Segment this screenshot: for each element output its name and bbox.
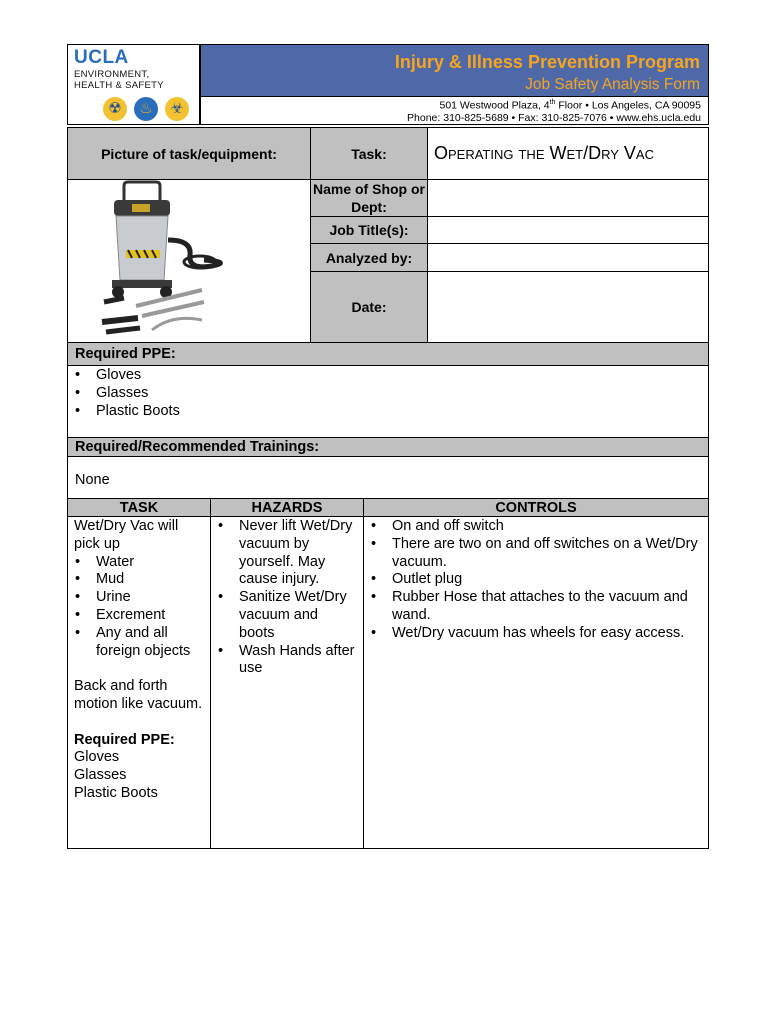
picture-label: Picture of task/equipment: (67, 127, 311, 180)
task-item: • Mud (74, 571, 204, 589)
hazard-item: • Wash Hands after use (217, 643, 357, 679)
job-title-label: Job Title(s): (310, 216, 428, 244)
shop-dept-field[interactable] (427, 179, 709, 217)
ehs-logo-text: ENVIRONMENT, HEALTH & SAFETY (74, 69, 164, 91)
task-ppe-item: Plastic Boots (74, 784, 158, 801)
ppe-item: • Plastic Boots (74, 403, 702, 421)
date-field[interactable] (427, 271, 709, 343)
hazard-item: • Sanitize Wet/Dry vacuum and boots (217, 589, 357, 642)
date-label: Date: (310, 271, 428, 343)
ppe-list (67, 365, 709, 438)
contact-block (200, 97, 709, 125)
trainings-heading: Required/Recommended Trainings: (67, 437, 709, 457)
address-line: 501 Westwood Plaza, 4th Floor • Los Angeles, CA 90095 (439, 99, 701, 112)
task-ppe-heading: Required PPE: (74, 731, 175, 748)
task-label: Task: (310, 127, 428, 180)
task-item: • Any and all foreign objects (74, 625, 204, 661)
trainings-value: None (67, 456, 709, 499)
control-item: • Rubber Hose that attaches to the vacuum and wand. (370, 589, 702, 625)
hazards-column (210, 516, 364, 849)
ppe-item: • Glasses (74, 385, 702, 403)
task-item: • Excrement (74, 607, 204, 625)
analyzed-by-label: Analyzed by: (310, 243, 428, 272)
task-intro: Wet/Dry Vac will pick up (74, 518, 179, 552)
ehs-logo (67, 44, 200, 125)
program-header (200, 44, 709, 97)
control-item: • On and off switch (370, 518, 702, 536)
flame-icon: ♨ (134, 97, 158, 121)
job-title-field[interactable] (427, 216, 709, 244)
biohazard-icon: ☣ (165, 97, 189, 121)
ucla-logo-text: UCLA (74, 47, 129, 68)
control-item: • There are two on and off switches on a Wet/Dry vacuum. (370, 536, 702, 572)
form-subtitle: Job Safety Analysis Form (525, 76, 700, 93)
task-value: Operating the Wet/Dry Vac (427, 127, 709, 180)
control-item: • Outlet plug (370, 571, 702, 589)
control-item: • Wet/Dry vacuum has wheels for easy access. (370, 625, 702, 643)
controls-column-header: CONTROLS (363, 498, 709, 517)
task-item: • Water (74, 554, 204, 572)
program-title: Injury & Illness Prevention Program (394, 52, 700, 72)
ppe-heading: Required PPE: (67, 342, 709, 366)
hazards-column-header: HAZARDS (210, 498, 364, 517)
task-motion: Back and forth motion like vacuum. (74, 678, 203, 712)
shop-dept-label: Name of Shop or Dept: (310, 179, 428, 217)
task-column (67, 516, 211, 849)
radiation-icon: ☢ (103, 97, 127, 121)
task-column-header: TASK (67, 498, 211, 517)
task-ppe-item: Glasses (74, 767, 127, 784)
analyzed-by-field[interactable] (427, 243, 709, 272)
controls-column (363, 516, 709, 849)
task-ppe-item: Gloves (74, 749, 120, 766)
equipment-picture-cell (67, 179, 311, 343)
hazard-item: • Never lift Wet/Dry vacuum by yourself. May cause injury. (217, 518, 357, 589)
contact-line: Phone: 310-825-5689 • Fax: 310-825-7076 • www.ehs.ucla.edu (407, 111, 701, 124)
wet-dry-vac-image (92, 180, 242, 342)
ppe-item: • Gloves (74, 367, 702, 385)
task-item: • Urine (74, 589, 204, 607)
